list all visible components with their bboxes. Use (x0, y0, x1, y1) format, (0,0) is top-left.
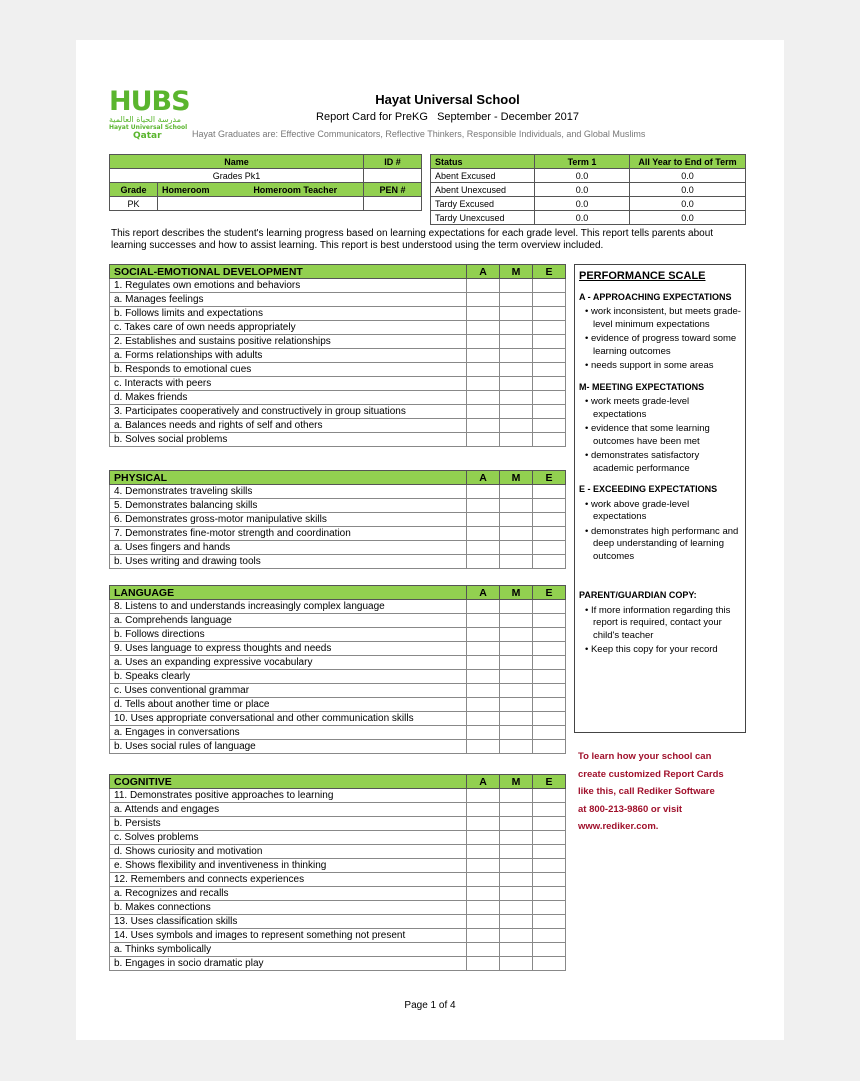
grade-cell (467, 712, 500, 726)
grade-cell (467, 901, 500, 915)
grade-cell (533, 335, 566, 349)
student-id (364, 169, 422, 183)
scale-column-header: E (533, 775, 566, 789)
name-header: Name (110, 155, 364, 169)
grade-cell (533, 670, 566, 684)
logo-arabic: مدرسة الحياة العالمية (109, 115, 182, 124)
scale-column-header: E (533, 586, 566, 600)
skill-row (110, 614, 566, 628)
grade-cell (500, 845, 533, 859)
skill-row (110, 349, 566, 363)
grade-cell (533, 419, 566, 433)
promo-line: create customized Report Cards (578, 768, 724, 780)
attendance-status: Abent Unexcused (431, 183, 535, 197)
skill-label: a. Uses an expanding expressive vocabulary (110, 656, 467, 670)
skill-row (110, 859, 566, 873)
performance-item: • evidence of progress toward some learning outcomes (585, 333, 737, 357)
scale-column-header: E (533, 265, 566, 279)
grade-cell (533, 803, 566, 817)
attendance-term1: 0.0 (535, 183, 630, 197)
skill-label: b. Persists (110, 817, 467, 831)
grade-cell (467, 628, 500, 642)
logo-english: Hayat Universal School (109, 124, 188, 131)
grade-cell (500, 831, 533, 845)
skill-row (110, 915, 566, 929)
grade-cell (500, 541, 533, 555)
grade-cell (533, 656, 566, 670)
grade-cell (500, 307, 533, 321)
skill-label: a. Attends and engages (110, 803, 467, 817)
grade-cell (500, 901, 533, 915)
skill-label: a. Engages in conversations (110, 726, 467, 740)
grade-cell (533, 684, 566, 698)
skill-label: a. Balances needs and rights of self and others (110, 419, 467, 433)
skill-row (110, 555, 566, 569)
promo-line: like this, call Rediker Software (578, 786, 715, 797)
performance-item: • needs support in some areas (585, 360, 714, 371)
grade-cell (533, 943, 566, 957)
grade-cell (500, 499, 533, 513)
skill-row (110, 712, 566, 726)
skill-label: d. Tells about another time or place (110, 698, 467, 712)
grade-cell (533, 845, 566, 859)
grade-cell (500, 943, 533, 957)
skill-row (110, 698, 566, 712)
skill-label: 9. Uses language to express thoughts and needs (110, 642, 467, 656)
grade-cell (500, 363, 533, 377)
grade-value: PK (110, 197, 158, 211)
page-number: Page 1 of 4 (404, 1000, 456, 1011)
skill-label: c. Interacts with peers (110, 377, 467, 391)
skill-label: 14. Uses symbols and images to represent something not present (110, 929, 467, 943)
grade-cell (533, 726, 566, 740)
skill-label: 5. Demonstrates balancing skills (110, 499, 467, 513)
grade-cell (533, 859, 566, 873)
performance-item: • demonstrates satisfactory academic performance (585, 450, 700, 474)
scale-column-header: A (467, 586, 500, 600)
skill-label: 4. Demonstrates traveling skills (110, 485, 467, 499)
skill-row (110, 656, 566, 670)
skill-label: a. Manages feelings (110, 293, 467, 307)
attendance-table (430, 154, 746, 225)
grade-cell (500, 485, 533, 499)
attendance-status: Abent Excused (431, 169, 535, 183)
attendance-all-year: 0.0 (630, 169, 746, 183)
skill-row (110, 817, 566, 831)
grade-cell (467, 279, 500, 293)
attendance-status: Tardy Unexcused (431, 211, 535, 225)
scale-column-header: M (500, 586, 533, 600)
performance-item: • work inconsistent, but meets grade-level minimum expectations (585, 306, 741, 330)
performance-item: • work meets grade-level expectations (585, 396, 690, 420)
grade-cell (467, 670, 500, 684)
section-table (109, 264, 566, 447)
section-table (109, 774, 566, 971)
grade-cell (467, 684, 500, 698)
promo-line: at 800-213-9860 or visit (578, 803, 683, 815)
attendance-row (431, 183, 746, 197)
grade-cell (467, 873, 500, 887)
grade-cell (533, 293, 566, 307)
grade-cell (467, 831, 500, 845)
grade-cell (533, 555, 566, 569)
skill-row (110, 684, 566, 698)
skill-label: 1. Regulates own emotions and behaviors (110, 279, 467, 293)
scale-column-header: A (467, 471, 500, 485)
grade-cell (533, 817, 566, 831)
grade-cell (533, 405, 566, 419)
promo-link[interactable]: www.rediker.com. (578, 821, 659, 832)
skill-row (110, 527, 566, 541)
grade-cell (467, 600, 500, 614)
skill-row (110, 377, 566, 391)
grade-cell (467, 391, 500, 405)
grade-cell (467, 541, 500, 555)
skill-row (110, 943, 566, 957)
grade-cell (467, 527, 500, 541)
attendance-all-year: 0.0 (630, 183, 746, 197)
performance-item: • work above grade-level expectations (585, 498, 690, 522)
grade-cell (467, 377, 500, 391)
grade-cell (533, 499, 566, 513)
performance-groups (579, 291, 741, 657)
grade-cell (467, 293, 500, 307)
grade-cell (500, 391, 533, 405)
grade-cell (500, 803, 533, 817)
grade-cell (467, 817, 500, 831)
grade-cell (467, 419, 500, 433)
scale-column-header: M (500, 471, 533, 485)
skill-label: c. Uses conventional grammar (110, 684, 467, 698)
skill-row (110, 405, 566, 419)
report-card-page (76, 40, 784, 1040)
grade-cell (533, 957, 566, 971)
skill-row (110, 419, 566, 433)
attendance-term1: 0.0 (535, 169, 630, 183)
grade-cell (500, 915, 533, 929)
skill-row (110, 293, 566, 307)
skill-label: c. Takes care of own needs appropriately (110, 321, 467, 335)
skill-label: b. Uses writing and drawing tools (110, 555, 467, 569)
performance-scale-box (574, 264, 746, 733)
homeroom-value (158, 197, 364, 211)
grade-cell (467, 307, 500, 321)
grade-cell (500, 513, 533, 527)
grade-cell (467, 726, 500, 740)
grade-cell (467, 642, 500, 656)
grade-cell (500, 887, 533, 901)
skill-row (110, 740, 566, 754)
grade-cell (500, 600, 533, 614)
skill-label: b. Uses social rules of language (110, 740, 467, 754)
grade-cell (500, 929, 533, 943)
grade-cell (533, 929, 566, 943)
grade-cell (533, 887, 566, 901)
skill-row (110, 321, 566, 335)
skill-label: d. Shows curiosity and motivation (110, 845, 467, 859)
skill-label: 13. Uses classification skills (110, 915, 467, 929)
grade-cell (533, 614, 566, 628)
skill-label: 12. Remembers and connects experiences (110, 873, 467, 887)
student-info-table (109, 154, 422, 211)
performance-heading: PARENT/GUARDIAN COPY: (579, 590, 697, 600)
grade-cell (467, 614, 500, 628)
grade-header: Grade (110, 183, 158, 197)
grade-cell (467, 513, 500, 527)
report-title: Report Card for PreKG September - December 2017 (316, 111, 579, 123)
grade-cell (467, 789, 500, 803)
skill-label: 3. Participates cooperatively and constructively in group situations (110, 405, 467, 419)
logo-country: Qatar (133, 131, 162, 141)
grade-cell (500, 527, 533, 541)
grade-cell (467, 499, 500, 513)
grade-cell (533, 901, 566, 915)
skill-label: b. Makes connections (110, 901, 467, 915)
grade-cell (467, 321, 500, 335)
skill-label: 7. Demonstrates fine-motor strength and coordination (110, 527, 467, 541)
skill-label: 11. Demonstrates positive approaches to learning (110, 789, 467, 803)
grade-cell (533, 349, 566, 363)
skill-label: b. Responds to emotional cues (110, 363, 467, 377)
skill-row (110, 541, 566, 555)
skill-label: 2. Establishes and sustains positive relationships (110, 335, 467, 349)
grade-cell (467, 485, 500, 499)
section-title: COGNITIVE (110, 775, 467, 789)
skill-label: b. Follows directions (110, 628, 467, 642)
grade-cell (533, 600, 566, 614)
grade-cell (500, 377, 533, 391)
grade-cell (533, 541, 566, 555)
grade-cell (533, 712, 566, 726)
grade-cell (467, 957, 500, 971)
grade-cell (467, 656, 500, 670)
grade-cell (467, 405, 500, 419)
performance-heading: M- MEETING EXPECTATIONS (579, 381, 705, 392)
performance-item: • demonstrates high performanc and deep understanding of learning outcomes (585, 525, 739, 562)
skill-label: b. Follows limits and expectations (110, 307, 467, 321)
grade-cell (500, 419, 533, 433)
grade-cell (500, 957, 533, 971)
grade-cell (533, 698, 566, 712)
grade-cell (500, 670, 533, 684)
grade-cell (533, 831, 566, 845)
skill-label: b. Speaks clearly (110, 670, 467, 684)
performance-heading: A - APPROACHING EXPECTATIONS (579, 291, 732, 302)
grade-cell (467, 363, 500, 377)
grade-cell (533, 391, 566, 405)
skill-label: e. Shows flexibility and inventiveness in thinking (110, 859, 467, 873)
section-title: SOCIAL-EMOTIONAL DEVELOPMENT (110, 265, 467, 279)
skill-row (110, 873, 566, 887)
grade-cell (533, 789, 566, 803)
grade-cell (467, 803, 500, 817)
grade-cell (500, 349, 533, 363)
grade-cell (500, 335, 533, 349)
performance-heading: E - EXCEEDING EXPECTATIONS (579, 484, 718, 494)
grade-cell (467, 349, 500, 363)
school-name: Hayat Universal School (375, 92, 520, 107)
grade-cell (500, 555, 533, 569)
grade-cell (500, 726, 533, 740)
attendance-term1: 0.0 (535, 211, 630, 225)
grade-cell (500, 712, 533, 726)
skill-label: a. Forms relationships with adults (110, 349, 467, 363)
grade-cell (467, 943, 500, 957)
grade-cell (467, 915, 500, 929)
grade-cell (533, 321, 566, 335)
attendance-row (431, 197, 746, 211)
grade-cell (533, 513, 566, 527)
grade-cell (500, 405, 533, 419)
performance-item: • Keep this copy for your record (585, 644, 718, 655)
skill-label: 6. Demonstrates gross-motor manipulative skills (110, 513, 467, 527)
skill-row (110, 485, 566, 499)
grade-cell (500, 698, 533, 712)
grade-cell (500, 321, 533, 335)
skill-label: a. Recognizes and recalls (110, 887, 467, 901)
grade-cell (500, 873, 533, 887)
skill-label: 10. Uses appropriate conversational and other communication skills (110, 712, 467, 726)
grade-cell (467, 887, 500, 901)
skill-row (110, 628, 566, 642)
grade-cell (500, 656, 533, 670)
grade-cell (467, 740, 500, 754)
skill-label: b. Engages in socio dramatic play (110, 957, 467, 971)
grade-cell (467, 845, 500, 859)
scale-column-header: A (467, 265, 500, 279)
grade-cell (533, 279, 566, 293)
grade-cell (533, 873, 566, 887)
grade-cell (500, 684, 533, 698)
grade-cell (467, 555, 500, 569)
grade-cell (500, 789, 533, 803)
grade-cell (467, 929, 500, 943)
promo-line: To learn how your school can (578, 751, 712, 762)
skill-row (110, 831, 566, 845)
skill-row (110, 513, 566, 527)
grade-cell (467, 698, 500, 712)
term1-header: Term 1 (535, 155, 630, 169)
grade-cell (533, 485, 566, 499)
skill-row (110, 307, 566, 321)
skill-label: 8. Listens to and understands increasingly complex language (110, 600, 467, 614)
section-title: LANGUAGE (110, 586, 467, 600)
teacher-header: Homeroom Teacher (228, 183, 364, 197)
section-table (109, 585, 566, 754)
rediker-promo (578, 748, 748, 836)
skill-label: a. Uses fingers and hands (110, 541, 467, 555)
section-table (109, 470, 566, 569)
skill-row (110, 670, 566, 684)
grade-cell (500, 642, 533, 656)
performance-item: • evidence that some learning outcomes have been met (585, 423, 710, 447)
skill-row (110, 803, 566, 817)
skill-label: a. Thinks symbolically (110, 943, 467, 957)
performance-item: • If more information regarding this report is required, contact your child's teacher (585, 604, 731, 641)
pen-value (364, 197, 422, 211)
attendance-term1: 0.0 (535, 197, 630, 211)
scale-column-header: A (467, 775, 500, 789)
skill-row (110, 887, 566, 901)
skill-row (110, 957, 566, 971)
attendance-all-year: 0.0 (630, 197, 746, 211)
grade-cell (533, 642, 566, 656)
attendance-all-year: 0.0 (630, 211, 746, 225)
pen-header: PEN # (364, 183, 422, 197)
attendance-row (431, 169, 746, 183)
homeroom-header: Homeroom (158, 183, 228, 197)
attendance-row (431, 211, 746, 225)
grade-cell (500, 279, 533, 293)
skill-row (110, 901, 566, 915)
grade-cell (533, 527, 566, 541)
grade-cell (500, 614, 533, 628)
skill-row (110, 845, 566, 859)
grade-cell (533, 363, 566, 377)
skill-label: b. Solves social problems (110, 433, 467, 447)
grade-cell (500, 740, 533, 754)
report-description: This report describes the student's learning progress based on learning expectations for each grade level. This report tells parents about learning successes and how to assist learning. This report is best understood using the term overview included. (111, 228, 714, 251)
skill-label: a. Comprehends language (110, 614, 467, 628)
skill-row (110, 279, 566, 293)
skill-row (110, 789, 566, 803)
skill-row (110, 929, 566, 943)
scale-column-header: M (500, 265, 533, 279)
grade-cell (533, 628, 566, 642)
grade-cell (467, 859, 500, 873)
grade-cell (500, 433, 533, 447)
logo-brand: HUBS (109, 86, 190, 117)
skill-label: d. Makes friends (110, 391, 467, 405)
attendance-status: Tardy Excused (431, 197, 535, 211)
graduates-statement: Hayat Graduates are: Effective Communicators, Reflective Thinkers, Responsible Individuals, and Global Muslims (192, 129, 646, 139)
performance-scale-title: PERFORMANCE SCALE (579, 270, 706, 282)
grade-cell (533, 377, 566, 391)
scale-column-header: E (533, 471, 566, 485)
id-header: ID # (364, 155, 422, 169)
skill-row (110, 335, 566, 349)
grade-cell (533, 307, 566, 321)
skill-row (110, 433, 566, 447)
grade-cell (467, 433, 500, 447)
all-year-header: All Year to End of Term (630, 155, 746, 169)
skill-row (110, 642, 566, 656)
skill-row (110, 499, 566, 513)
grade-cell (467, 335, 500, 349)
skill-row (110, 726, 566, 740)
section-title: PHYSICAL (110, 471, 467, 485)
grade-cell (533, 740, 566, 754)
grade-cell (500, 859, 533, 873)
skill-row (110, 600, 566, 614)
skill-row (110, 391, 566, 405)
grade-cell (500, 293, 533, 307)
skill-label: c. Solves problems (110, 831, 467, 845)
status-header: Status (431, 155, 535, 169)
student-name: Grades Pk1 (110, 169, 364, 183)
scale-column-header: M (500, 775, 533, 789)
skill-row (110, 363, 566, 377)
grade-cell (533, 915, 566, 929)
grade-cell (500, 628, 533, 642)
grade-cell (533, 433, 566, 447)
grade-cell (500, 817, 533, 831)
